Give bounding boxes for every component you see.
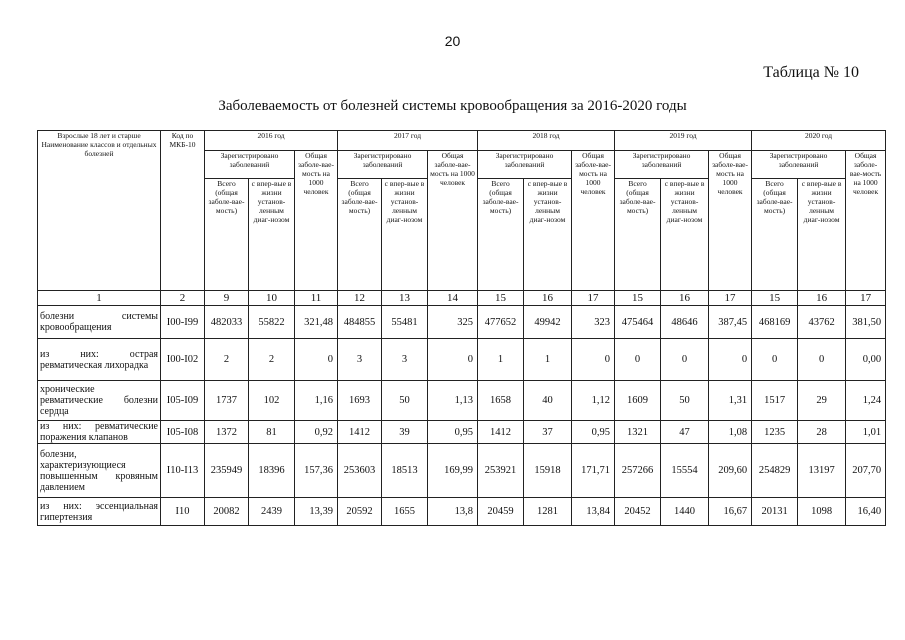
table-cell: 13,84 <box>572 498 615 526</box>
table-cell: 477652 <box>478 306 524 339</box>
icd-code: I00-I99 <box>161 306 205 339</box>
table-cell: 16,67 <box>709 498 752 526</box>
table-row <box>38 306 886 339</box>
table-cell: 18396 <box>249 444 295 498</box>
table-cell: 48646 <box>661 306 709 339</box>
table-cell: 1,12 <box>572 381 615 421</box>
column-number: 17 <box>846 291 886 306</box>
table-row <box>38 498 886 526</box>
column-number: 16 <box>661 291 709 306</box>
icd-code: I05-I08 <box>161 421 205 444</box>
table-cell: 55822 <box>249 306 295 339</box>
header-names-cell <box>38 131 161 291</box>
table-cell: 1321 <box>615 421 661 444</box>
table-cell: 468169 <box>752 306 798 339</box>
table-cell: 3 <box>338 339 382 381</box>
icd-code: I10-I13 <box>161 444 205 498</box>
header-total: Всего (общая заболе-вае-мость) <box>205 179 249 291</box>
disease-name: болезни, характеризующиеся повышенным кровяным давлением <box>38 444 161 498</box>
table-cell: 0 <box>752 339 798 381</box>
table-cell: 254829 <box>752 444 798 498</box>
table-cell: 102 <box>249 381 295 421</box>
table-cell: 1,24 <box>846 381 886 421</box>
table-cell: 1693 <box>338 381 382 421</box>
header-rate: Общая заболе-вае-мость на 1000 человек <box>709 151 752 291</box>
table-cell: 3 <box>382 339 428 381</box>
table-cell: 321,48 <box>295 306 338 339</box>
table-cell: 157,36 <box>295 444 338 498</box>
table-label: Таблица № 10 <box>763 64 859 81</box>
table-cell: 381,50 <box>846 306 886 339</box>
header-year-2018: 2018 год <box>478 131 615 151</box>
header-year-2016: 2016 год <box>205 131 338 151</box>
table-cell: 13,8 <box>428 498 478 526</box>
header-first-diagnosed: с впер-вые в жизни установ-ленным диаг-нозом <box>524 179 572 291</box>
table-cell: 0 <box>295 339 338 381</box>
morbidity-table <box>37 130 886 526</box>
table-cell: 1440 <box>661 498 709 526</box>
table-cell: 49942 <box>524 306 572 339</box>
table-cell: 0 <box>572 339 615 381</box>
column-number: 15 <box>478 291 524 306</box>
table-cell: 28 <box>798 421 846 444</box>
table-cell: 0 <box>798 339 846 381</box>
table-cell: 37 <box>524 421 572 444</box>
table-cell: 1 <box>478 339 524 381</box>
table-cell: 29 <box>798 381 846 421</box>
table-cell: 15554 <box>661 444 709 498</box>
table-cell: 15918 <box>524 444 572 498</box>
header-total: Всего (общая заболе-вае-мость) <box>478 179 524 291</box>
table-row <box>38 421 886 444</box>
table-cell: 1235 <box>752 421 798 444</box>
header-first-diagnosed: с впер-вые в жизни установ-ленным диаг-нозом <box>661 179 709 291</box>
table-cell: 475464 <box>615 306 661 339</box>
table-cell: 0 <box>709 339 752 381</box>
header-registered: Зарегистрировано заболеваний <box>615 151 709 179</box>
column-number: 10 <box>249 291 295 306</box>
header-first-diagnosed: с впер-вые в жизни установ-ленным диаг-нозом <box>798 179 846 291</box>
column-number: 15 <box>615 291 661 306</box>
disease-name: из них: эссенциальная гипертензия <box>38 498 161 526</box>
column-number: 2 <box>161 291 205 306</box>
table-cell: 0,95 <box>428 421 478 444</box>
header-year-2019: 2019 год <box>615 131 752 151</box>
table-cell: 169,99 <box>428 444 478 498</box>
table-cell: 50 <box>661 381 709 421</box>
header-rate: Общая заболе-вае-мость на 1000 человек <box>428 151 478 291</box>
disease-name: хронические ревматические болезни сердца <box>38 381 161 421</box>
header-rate: Общая заболе-вае-мость на 1000 человек <box>572 151 615 291</box>
table-cell: 0,00 <box>846 339 886 381</box>
table-cell: 325 <box>428 306 478 339</box>
column-number: 16 <box>798 291 846 306</box>
table-cell: 16,40 <box>846 498 886 526</box>
icd-code: I10 <box>161 498 205 526</box>
table-cell: 1,16 <box>295 381 338 421</box>
table-cell: 55481 <box>382 306 428 339</box>
column-number: 14 <box>428 291 478 306</box>
table-cell: 1,01 <box>846 421 886 444</box>
column-number: 9 <box>205 291 249 306</box>
header-total: Всего (общая заболе-вае-мость) <box>615 179 661 291</box>
header-group-line1: Взрослые 18 лет и старше <box>57 131 141 140</box>
table-cell: 387,45 <box>709 306 752 339</box>
table-cell: 18513 <box>382 444 428 498</box>
table-cell: 20082 <box>205 498 249 526</box>
table-cell: 1,31 <box>709 381 752 421</box>
table-cell: 0 <box>661 339 709 381</box>
column-number: 12 <box>338 291 382 306</box>
header-year-2020: 2020 год <box>752 131 886 151</box>
table-cell: 1372 <box>205 421 249 444</box>
disease-name: из них: ревматические поражения клапанов <box>38 421 161 444</box>
header-first-diagnosed: с впер-вые в жизни установ-ленным диаг-нозом <box>249 179 295 291</box>
table-cell: 1,08 <box>709 421 752 444</box>
table-cell: 13,39 <box>295 498 338 526</box>
table-cell: 0,95 <box>572 421 615 444</box>
column-number: 1 <box>38 291 161 306</box>
table-cell: 253921 <box>478 444 524 498</box>
table-cell: 40 <box>524 381 572 421</box>
header-total: Всего (общая заболе-вае-мость) <box>338 179 382 291</box>
header-code: Код по МКБ-10 <box>161 131 205 291</box>
table-cell: 2439 <box>249 498 295 526</box>
table-cell: 20452 <box>615 498 661 526</box>
table-cell: 482033 <box>205 306 249 339</box>
column-number: 17 <box>709 291 752 306</box>
table-cell: 323 <box>572 306 615 339</box>
disease-name: из них: острая ревматическая лихорадка <box>38 339 161 381</box>
header-rate: Общая заболе-вае-мость на 1000 человек <box>295 151 338 291</box>
table-cell: 2 <box>249 339 295 381</box>
table-cell: 257266 <box>615 444 661 498</box>
header-group-line2: Наименование классов и отдельных болезней <box>41 140 157 158</box>
table-cell: 1412 <box>338 421 382 444</box>
table-cell: 484855 <box>338 306 382 339</box>
table-cell: 1412 <box>478 421 524 444</box>
table-cell: 1737 <box>205 381 249 421</box>
table-row <box>38 339 886 381</box>
table-cell: 207,70 <box>846 444 886 498</box>
table-cell: 1281 <box>524 498 572 526</box>
header-rate: Общая заболе-вае-мость на 1000 человек <box>846 151 886 291</box>
table-cell: 253603 <box>338 444 382 498</box>
table-cell: 1 <box>524 339 572 381</box>
column-number: 13 <box>382 291 428 306</box>
table-cell: 1098 <box>798 498 846 526</box>
column-number: 11 <box>295 291 338 306</box>
column-number: 17 <box>572 291 615 306</box>
table-cell: 13197 <box>798 444 846 498</box>
table-cell: 235949 <box>205 444 249 498</box>
table-cell: 81 <box>249 421 295 444</box>
column-number: 15 <box>752 291 798 306</box>
header-registered: Зарегистрировано заболеваний <box>478 151 572 179</box>
disease-name: болезни системы кровообращения <box>38 306 161 339</box>
header-registered: Зарегистрировано заболеваний <box>205 151 295 179</box>
header-first-diagnosed: с впер-вые в жизни установ-ленным диаг-нозом <box>382 179 428 291</box>
table-cell: 43762 <box>798 306 846 339</box>
header-registered: Зарегистрировано заболеваний <box>752 151 846 179</box>
table-cell: 1609 <box>615 381 661 421</box>
table-cell: 1655 <box>382 498 428 526</box>
page-number: 20 <box>444 33 461 49</box>
table-cell: 171,71 <box>572 444 615 498</box>
icd-code: I05-I09 <box>161 381 205 421</box>
table-cell: 20459 <box>478 498 524 526</box>
column-number: 16 <box>524 291 572 306</box>
table-cell: 20592 <box>338 498 382 526</box>
column-number-row <box>38 291 886 306</box>
table-cell: 209,60 <box>709 444 752 498</box>
table-cell: 50 <box>382 381 428 421</box>
table-cell: 0 <box>428 339 478 381</box>
table-cell: 1,13 <box>428 381 478 421</box>
table-cell: 1658 <box>478 381 524 421</box>
header-year-2017: 2017 год <box>338 131 478 151</box>
table-cell: 0,92 <box>295 421 338 444</box>
header-total: Всего (общая заболе-вае-мость) <box>752 179 798 291</box>
table-cell: 0 <box>615 339 661 381</box>
icd-code: I00-I02 <box>161 339 205 381</box>
table-cell: 20131 <box>752 498 798 526</box>
table-cell: 2 <box>205 339 249 381</box>
table-cell: 47 <box>661 421 709 444</box>
table-row <box>38 444 886 498</box>
table-row <box>38 381 886 421</box>
table-cell: 39 <box>382 421 428 444</box>
table-cell: 1517 <box>752 381 798 421</box>
document-title: Заболеваемость от болезней системы кровообращения за 2016-2020 годы <box>218 98 687 114</box>
header-registered: Зарегистрировано заболеваний <box>338 151 428 179</box>
